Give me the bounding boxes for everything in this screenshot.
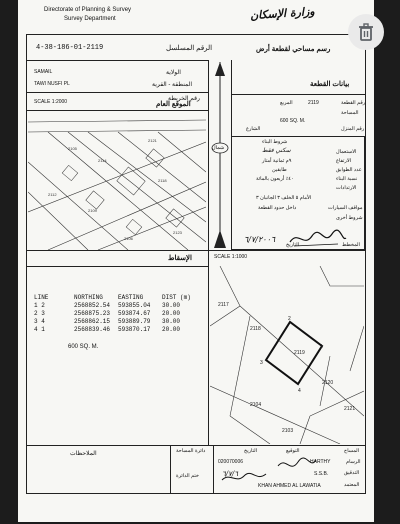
block-label: المربع bbox=[280, 100, 293, 106]
floors-value: طابقين bbox=[272, 167, 287, 173]
svg-text:2121: 2121 bbox=[148, 138, 157, 143]
use-label: الاستعمال bbox=[336, 149, 357, 155]
plot-no-label: رقم القطعة bbox=[341, 100, 366, 106]
height-value: ٩م ثمانية أمتار bbox=[262, 158, 292, 164]
village-value: TAWI NUSFI PL bbox=[34, 81, 70, 87]
row-dist: 20.00 bbox=[162, 326, 181, 333]
height-label: الارتفاع bbox=[336, 158, 352, 164]
serial-label: الرقم المسلسل bbox=[166, 45, 213, 52]
table-row bbox=[34, 302, 192, 309]
plot-label-2104: 2104 bbox=[250, 402, 262, 408]
plot-no-value: 2119 bbox=[308, 100, 319, 106]
notes-label: الملاحظات bbox=[70, 451, 97, 457]
projection-scale: SCALE 1:1000 bbox=[214, 254, 248, 260]
plot-label-2119: 2119 bbox=[294, 350, 305, 356]
svg-text:2112: 2112 bbox=[48, 192, 57, 197]
plot-label-2117: 2117 bbox=[218, 302, 229, 308]
house-no-label: رقم المنزل bbox=[341, 126, 365, 132]
checker-label: التدقيق bbox=[344, 470, 360, 476]
village-label: المنطقة - القرية bbox=[152, 82, 193, 88]
code-value: 020070006 bbox=[218, 459, 244, 465]
building-conditions-title: شروط البناء bbox=[262, 139, 288, 145]
document-title: رسم مساحي لقطعة أرض bbox=[256, 46, 331, 53]
row-easting: 593855.04 bbox=[118, 302, 151, 309]
parking-label: مواقف السيارات bbox=[328, 205, 363, 211]
corner-1: 1 bbox=[320, 344, 323, 350]
department-name-en: Survey Department bbox=[64, 16, 116, 22]
col-easting: EASTING bbox=[118, 294, 144, 301]
row-line: 3 4 bbox=[34, 318, 45, 325]
location-map-title: الموقع العام bbox=[156, 101, 191, 108]
svg-text:2105: 2105 bbox=[68, 146, 77, 151]
row-easting: 593870.17 bbox=[118, 326, 151, 333]
plot-label-2120: 2120 bbox=[322, 380, 334, 386]
signature-col-label: التوقيع bbox=[286, 448, 300, 454]
corner-4: 4 bbox=[298, 388, 301, 394]
svg-text:2114: 2114 bbox=[98, 158, 107, 163]
svg-text:2118: 2118 bbox=[158, 178, 167, 183]
corner-3: 3 bbox=[260, 360, 263, 366]
setbacks-value: الأمام ٥ الخلف ٣ الجانبان ٣ bbox=[256, 195, 312, 201]
row-dist: 30.00 bbox=[162, 302, 181, 309]
serial-number: 4-38-186-01-2119 bbox=[36, 44, 104, 52]
row-line: 4 1 bbox=[34, 326, 45, 333]
coverage-label: نسبة البناء bbox=[336, 176, 358, 182]
survey-document bbox=[18, 0, 374, 522]
approver-label: المعتمد bbox=[344, 482, 360, 488]
table-row bbox=[34, 310, 192, 317]
col-dist: DIST (m) bbox=[162, 294, 191, 301]
area-label: المساحة bbox=[341, 110, 359, 116]
wilayat-value: SAMAIL bbox=[34, 69, 53, 75]
plot-label-2121: 2121 bbox=[344, 406, 356, 412]
area-value: 600 SQ. M. bbox=[280, 118, 306, 124]
parking-value: داخل حدود القطعة bbox=[258, 205, 297, 211]
row-easting: 593874.67 bbox=[118, 310, 151, 317]
location-map bbox=[28, 112, 206, 250]
corner-2: 2 bbox=[288, 316, 291, 322]
row-line: 2 3 bbox=[34, 310, 45, 317]
svg-text:2106: 2106 bbox=[124, 236, 133, 241]
row-northing: 2568862.15 bbox=[74, 318, 111, 325]
col-northing: NORTHING bbox=[74, 294, 103, 301]
surveyor-label: المساح bbox=[344, 448, 360, 454]
planner-signature-icon bbox=[288, 228, 348, 250]
approver-name: KHAN AHMED AL LAWATIA bbox=[258, 483, 321, 489]
stamp-label: ختم الدائرة bbox=[176, 473, 200, 479]
coords-table-header bbox=[34, 294, 192, 301]
north-arrow-icon bbox=[211, 62, 229, 252]
checker-name: S.S.B. bbox=[314, 471, 329, 477]
trash-icon bbox=[358, 23, 374, 41]
setbacks-label: الارتدادات bbox=[336, 185, 357, 191]
plot-map bbox=[210, 266, 364, 444]
row-northing: 2568852.54 bbox=[74, 302, 111, 309]
svg-text:2109: 2109 bbox=[88, 208, 97, 213]
drafter-label: الرسام bbox=[346, 459, 361, 465]
drafter-name: HARTHY bbox=[310, 459, 331, 465]
plot-info-title: بيانات القطعة bbox=[310, 81, 350, 88]
row-northing: 2568875.23 bbox=[74, 310, 111, 317]
dept-label: دائرة المساحة bbox=[176, 448, 206, 454]
date-label: التاريخ bbox=[286, 242, 299, 248]
street-label: الشارع bbox=[246, 126, 261, 132]
map-no-label: رقم الخريطة bbox=[168, 96, 200, 102]
wilayat-label: الولاية bbox=[166, 70, 181, 76]
plot-label-2118: 2118 bbox=[250, 326, 261, 332]
row-northing: 2568839.46 bbox=[74, 326, 111, 333]
row-dist: 30.00 bbox=[162, 318, 181, 325]
col-line: LINE bbox=[34, 294, 49, 301]
floors-label: عدد الطوابق bbox=[336, 167, 362, 173]
location-map-scale: SCALE 1:2000 bbox=[34, 99, 68, 105]
date-value: ٦/٧/٢٠٠٦ bbox=[244, 235, 276, 244]
other-conditions-label: شروط أخرى bbox=[336, 215, 363, 221]
footer-signatures-icon bbox=[216, 452, 329, 486]
svg-text:2123: 2123 bbox=[173, 230, 182, 235]
ministry-name-en: Directorate of Planning & Survey bbox=[44, 7, 132, 13]
delete-button[interactable] bbox=[348, 14, 384, 50]
plot-label-2103: 2103 bbox=[282, 428, 294, 434]
svg-text:٦/٧/٦: ٦/٧/٦ bbox=[222, 470, 238, 478]
ministry-logo: وزارة الإسكان bbox=[249, 4, 316, 23]
date-col-label: التاريخ bbox=[244, 448, 257, 454]
use-value: سكني فقط bbox=[262, 147, 291, 154]
projection-area: 600 SQ. M. bbox=[68, 344, 99, 350]
table-row bbox=[34, 318, 192, 325]
coverage-value: ٤٠٪ أربعون بالمائة bbox=[256, 176, 294, 182]
row-line: 1 2 bbox=[34, 302, 45, 309]
north-label: شمال bbox=[212, 145, 225, 151]
table-row bbox=[34, 326, 192, 333]
planner-label: المخطط bbox=[342, 242, 360, 248]
row-easting: 593889.79 bbox=[118, 318, 151, 325]
projection-title: الإسقاط bbox=[168, 255, 192, 262]
row-dist: 20.00 bbox=[162, 310, 181, 317]
